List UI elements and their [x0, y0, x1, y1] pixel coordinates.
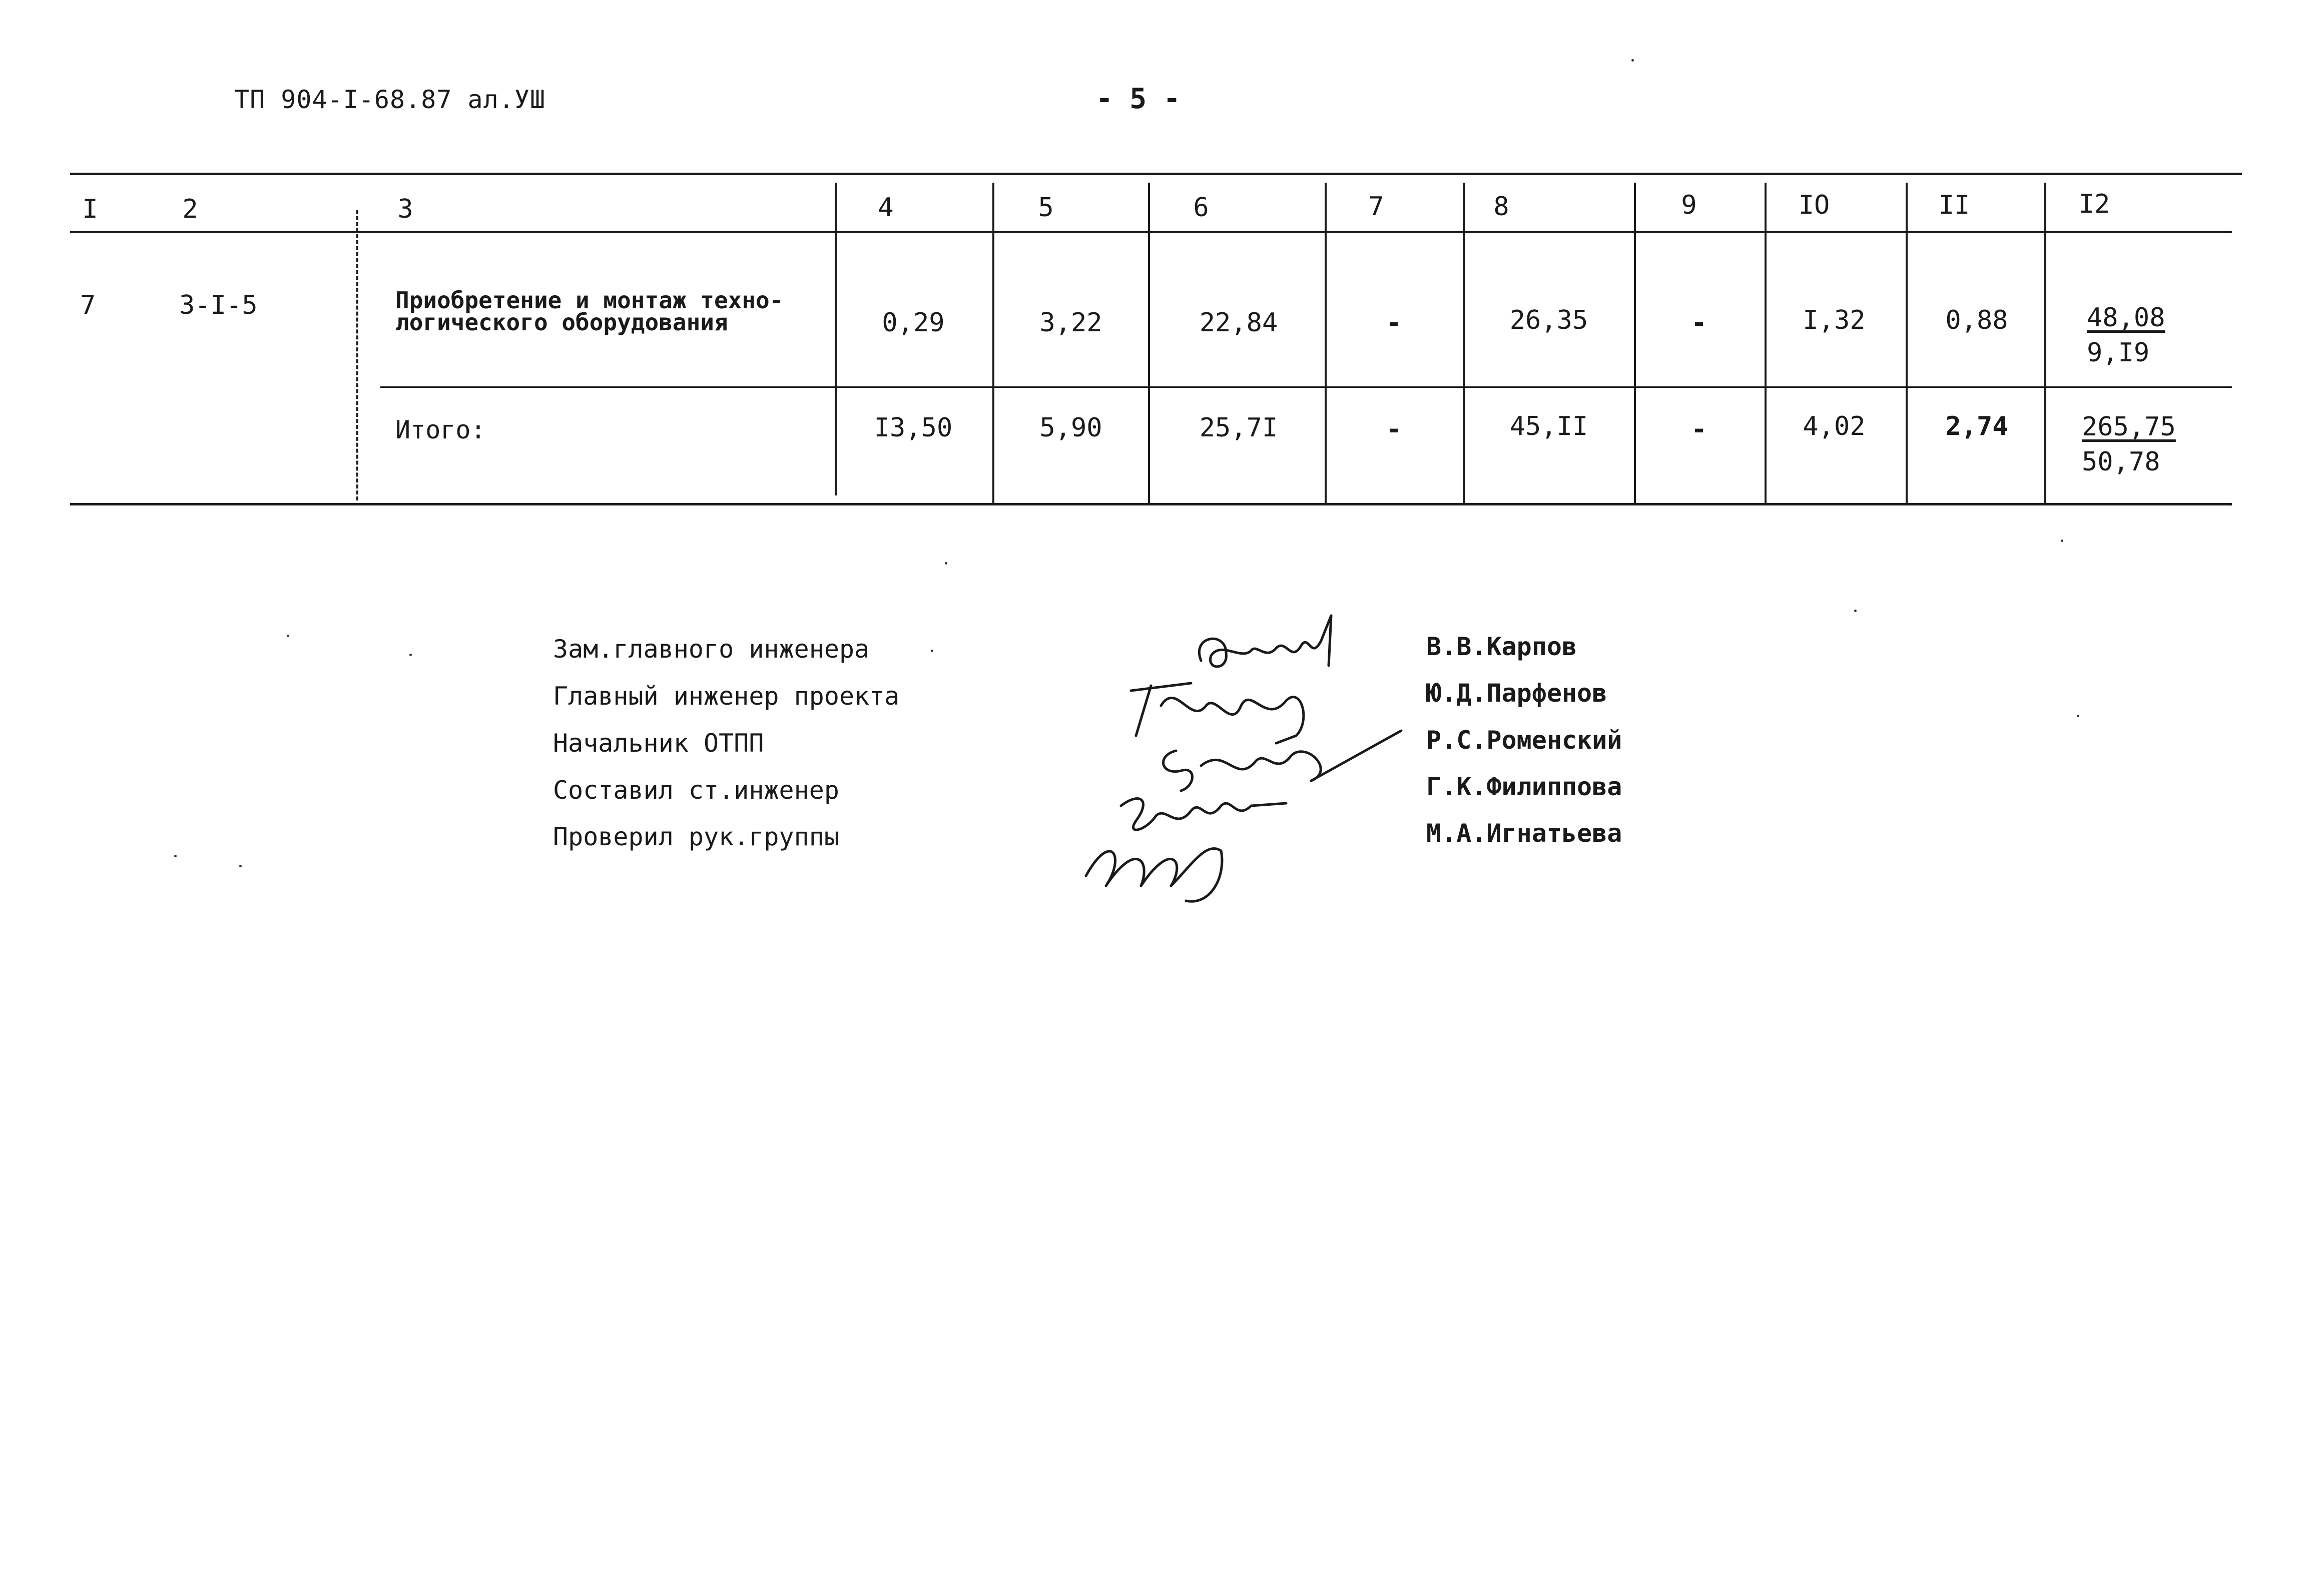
table-cell: 5,90 — [1039, 413, 1102, 443]
scan-speck — [2077, 715, 2079, 717]
signatory-role: Составил ст.инженер — [553, 776, 839, 805]
table-cell: - — [1386, 414, 1402, 444]
column-separator — [2044, 183, 2046, 503]
fraction-denominator: 9,I9 — [2087, 338, 2150, 368]
signatory-name: Ю.Д.Парфенов — [1426, 679, 1607, 708]
total-label: Итого: — [395, 415, 486, 444]
document-code: ТП 904-I-68.87 ал.УШ — [234, 85, 546, 114]
column-separator — [1634, 183, 1636, 503]
table-cell: I,32 — [1803, 305, 1866, 335]
column-number: 7 — [1368, 192, 1384, 222]
column-number: IO — [1798, 190, 1830, 220]
description-line: логического оборудования — [395, 309, 728, 336]
table-cell: 25,7I — [1199, 413, 1278, 443]
table-cell: 2,74 — [1945, 411, 2008, 441]
signatory-role: Проверил рук.группы — [553, 822, 839, 851]
column-separator — [1765, 183, 1767, 503]
signatory-name: М.А.Игнатьева — [1426, 819, 1622, 848]
fraction-numerator: 265,75 — [2082, 412, 2176, 442]
table-header-rule — [70, 231, 2232, 233]
scan-speck — [239, 865, 242, 867]
signatory-role: Зам.главного инженера — [553, 635, 870, 664]
table-cell: 3,22 — [1039, 308, 1102, 338]
page-number: - 5 - — [1096, 83, 1181, 115]
table-cell: 22,84 — [1199, 308, 1278, 338]
table-cell: - — [1691, 414, 1707, 444]
estimate-code: 3-I-5 — [179, 290, 258, 320]
column-separator — [1325, 183, 1327, 503]
signatory-role: Главный инженер проекта — [553, 682, 900, 711]
table-cell: 0,29 — [882, 308, 945, 338]
table-cell: I3,50 — [874, 413, 953, 443]
table-cell: 45,II — [1509, 411, 1588, 441]
scan-speck — [945, 562, 947, 565]
column-number: I2 — [2078, 189, 2110, 219]
table-top-rule — [70, 173, 2242, 175]
scan-speck — [287, 635, 289, 637]
column-separator — [1906, 183, 1908, 503]
column-number: 5 — [1038, 193, 1054, 223]
scan-speck — [1854, 610, 1857, 612]
row-description — [395, 287, 806, 336]
table-bottom-rule — [70, 503, 2232, 505]
column-number: 4 — [878, 193, 894, 223]
column-number: 9 — [1681, 190, 1697, 220]
total-fraction — [2082, 409, 2176, 479]
total-fraction — [2087, 300, 2165, 370]
table-cell: - — [1691, 308, 1707, 338]
column-separator — [992, 183, 994, 503]
signatory-role: Начальник ОТПП — [553, 729, 764, 758]
description-line: Приобретение и монтаж техно- — [395, 287, 784, 314]
table-row-divider — [380, 386, 2232, 388]
column-separator — [356, 210, 358, 500]
table-cell: 26,35 — [1509, 305, 1588, 335]
column-separator — [1148, 183, 1150, 503]
scan-speck — [174, 855, 177, 857]
scan-speck — [2061, 540, 2063, 542]
scan-speck — [409, 654, 412, 656]
table-cell: 0,88 — [1945, 305, 2008, 335]
column-number: 2 — [182, 194, 198, 224]
signatory-name: Р.С.Роменский — [1426, 726, 1622, 755]
scan-speck — [931, 650, 933, 652]
column-separator — [835, 183, 837, 495]
fraction-numerator: 48,08 — [2087, 303, 2165, 333]
signatory-name: Г.К.Филиппова — [1426, 772, 1622, 801]
signatory-name: В.В.Карпов — [1426, 632, 1577, 661]
column-separator — [1463, 183, 1465, 503]
table-cell: - — [1386, 308, 1402, 338]
handwritten-signatures — [1076, 606, 1416, 916]
column-number: 3 — [397, 194, 413, 224]
column-number: II — [1938, 190, 1970, 220]
table-cell: 4,02 — [1803, 411, 1866, 441]
fraction-denominator: 50,78 — [2082, 447, 2160, 477]
row-number: 7 — [80, 290, 96, 320]
column-number: I — [82, 194, 98, 224]
scan-speck — [1631, 59, 1634, 62]
column-number: 8 — [1493, 192, 1509, 222]
column-number: 6 — [1193, 193, 1209, 223]
